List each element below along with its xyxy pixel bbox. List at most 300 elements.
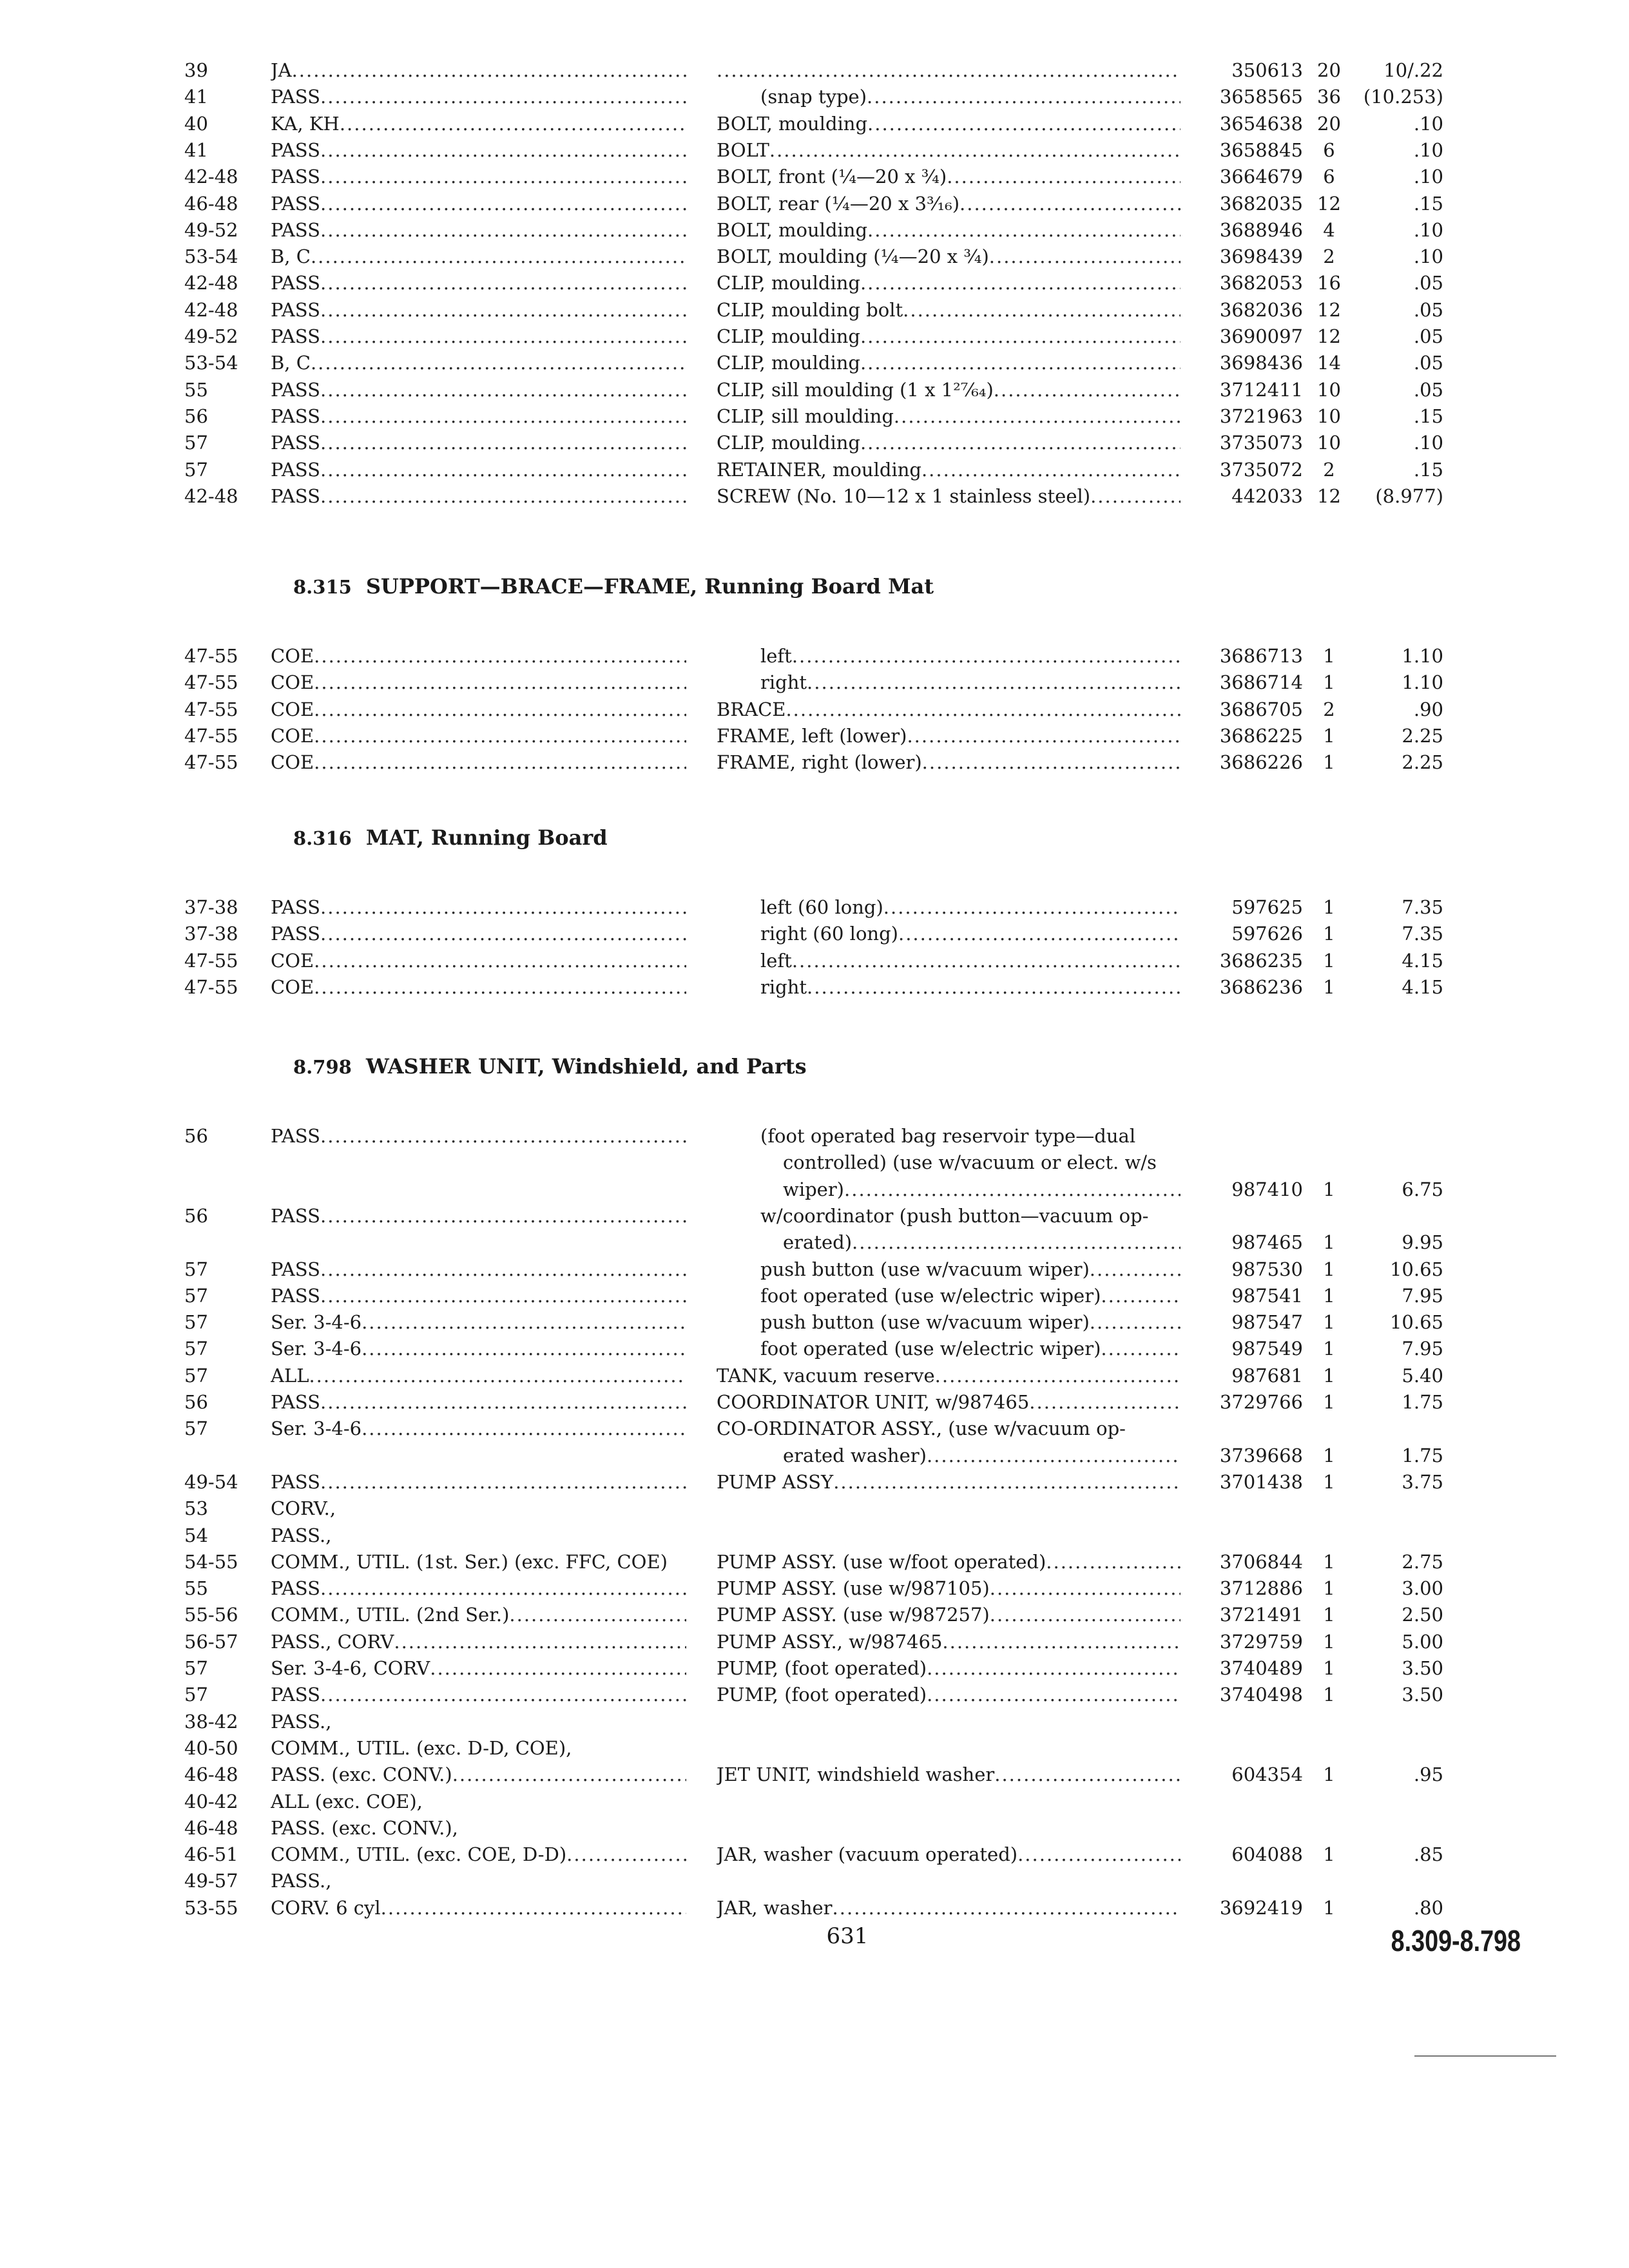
part-number: 987547 [1231,1311,1303,1334]
application-text: PASS [271,1125,321,1147]
quantity: 10 [1317,378,1341,401]
application-text: PASS [271,192,321,215]
model-years: 37-38 [184,923,238,945]
quantity: 1 [1323,1684,1335,1706]
application [271,1335,686,1362]
catalog-row [0,722,1629,749]
application-text: COE [271,645,314,667]
application-text: PASS [271,1258,321,1280]
application [271,1415,686,1442]
leader-dots [311,349,686,376]
leader-dots [1090,1309,1181,1336]
description-text: PUMP, (foot operated) [717,1657,927,1679]
application-text: PASS., [271,1524,332,1546]
quantity: 1 [1323,1843,1335,1866]
leader-dots [320,1389,686,1416]
part-number: 3686225 [1219,724,1303,747]
model-years: 42-48 [184,485,238,507]
catalog-row [0,110,1629,137]
quantity: 1 [1323,1470,1335,1493]
price: .10 [1413,218,1443,241]
price: 2.75 [1402,1550,1443,1573]
application-text: COMM., UTIL. (exc. D-D, COE), [271,1736,572,1759]
leader-dots [867,83,1181,110]
model-years: 49-52 [184,325,238,347]
part-number: 597625 [1231,896,1303,918]
application-text: PASS [271,1577,321,1600]
part-number: 3698436 [1219,352,1303,374]
part-number: 987530 [1231,1258,1303,1280]
description-text: CLIP, moulding [717,325,860,347]
quantity: 1 [1323,1896,1335,1919]
catalog-row [0,1442,1629,1469]
application [271,1495,686,1522]
leader-dots [927,1655,1181,1682]
application-text: COE [271,975,314,998]
application [271,642,686,669]
catalog-row [0,429,1629,456]
quantity: 1 [1323,1311,1335,1334]
part-number: 3682035 [1219,192,1303,215]
application-text: B, C [271,352,311,374]
part-description [717,483,1181,510]
model-years: 57 [184,1657,208,1679]
part-number: 3721491 [1219,1604,1303,1626]
description-text: PUMP ASSY [717,1470,834,1493]
catalog-row [0,1894,1629,1921]
leader-dots [320,429,686,456]
model-years: 56-57 [184,1630,238,1653]
description-text: PUMP ASSY. (use w/987257) [717,1604,990,1626]
quantity: 1 [1323,1338,1335,1360]
description-text: foot operated (use w/electric wiper) [760,1338,1101,1360]
catalog-row [0,1788,1629,1815]
price: (8.977) [1375,485,1443,507]
catalog-row [0,163,1629,190]
catalog-row [0,83,1629,110]
quantity: 20 [1317,112,1341,135]
application [271,323,686,350]
leader-dots [361,1415,686,1442]
quantity: 12 [1317,325,1341,347]
quantity: 1 [1323,1178,1335,1200]
catalog-row [0,190,1629,217]
description-text: BRACE [717,698,786,720]
model-years: 42-48 [184,272,238,294]
quantity: 1 [1323,896,1335,918]
quantity: 1 [1323,1258,1335,1280]
leader-dots [807,669,1181,696]
application-text: B, C [271,245,311,268]
leader-dots [959,190,1181,217]
application-text: COE [271,949,314,972]
model-years: 40-42 [184,1790,238,1812]
section-heading [293,1050,807,1082]
application-text: PASS [271,378,321,401]
price: 3.75 [1402,1470,1443,1493]
part-description [717,57,1181,84]
leader-dots [320,1282,686,1309]
application [271,403,686,430]
application-text: PASS., CORV [271,1630,394,1653]
model-years: 47-55 [184,751,238,774]
leader-dots [320,269,686,296]
leader-dots [942,1628,1181,1655]
part-description [783,1442,1181,1469]
leader-dots [903,296,1181,323]
description-text: SCREW (No. 10—12 x 1 stainless steel) [717,485,1091,507]
leader-dots [340,110,686,137]
model-years: 49-54 [184,1470,238,1493]
leader-dots [292,57,686,84]
price: 1.10 [1402,645,1443,667]
leader-dots [314,722,686,749]
model-years: 49-52 [184,218,238,241]
part-number: 3740498 [1219,1684,1303,1706]
part-number: 3654638 [1219,112,1303,135]
price: 7.35 [1402,896,1443,918]
part-description [717,243,1181,270]
quantity: 20 [1317,59,1341,81]
leader-dots [320,190,686,217]
quantity: 1 [1323,1577,1335,1600]
application [271,83,686,110]
part-number: 597626 [1231,923,1303,945]
leader-dots [894,403,1181,430]
quantity: 1 [1323,1657,1335,1679]
leader-dots [320,1122,686,1149]
application-text: PASS [271,485,321,507]
model-years: 57 [184,1418,208,1440]
leader-dots [1101,1282,1181,1309]
part-number: 3682036 [1219,298,1303,321]
model-years: 37-38 [184,896,238,918]
catalog-row [0,974,1629,1001]
part-number: 3739668 [1219,1444,1303,1466]
description-text: BOLT, moulding (¼—20 x ¾) [717,245,989,268]
model-years: 57 [184,1338,208,1360]
price: 2.25 [1402,751,1443,774]
part-description [717,1362,1181,1389]
catalog-row [0,1468,1629,1495]
part-number: 442033 [1231,485,1303,507]
leader-dots [844,1176,1181,1203]
application [271,894,686,921]
model-years: 55-56 [184,1604,238,1626]
description-text: CLIP, moulding [717,352,860,374]
description-text: CLIP, moulding [717,272,860,294]
part-number: 3706844 [1219,1550,1303,1573]
catalog-row [0,1389,1629,1416]
description-text: w/coordinator (push button—vacuum op- [760,1204,1149,1227]
leader-dots [935,1362,1181,1389]
part-number: 3698439 [1219,245,1303,268]
quantity: 14 [1317,352,1341,374]
description-text: controlled) (use w/vacuum or elect. w/s [783,1151,1157,1174]
model-years: 57 [184,1284,208,1307]
part-number: 3658845 [1219,139,1303,161]
description-text: wiper) [783,1178,845,1200]
quantity: 16 [1317,272,1341,294]
description-text: BOLT [717,139,769,161]
leader-dots [320,216,686,244]
leader-dots [314,749,686,776]
price: .15 [1413,192,1443,215]
leader-dots [314,642,686,669]
description-text: PUMP ASSY., w/987465 [717,1630,943,1653]
model-years: 46-48 [184,1816,238,1839]
application [271,974,686,1001]
leader-dots [452,1761,686,1788]
part-description [783,1229,1181,1256]
leader-dots [320,1468,686,1495]
catalog-row [0,1575,1629,1602]
part-description [717,696,1181,723]
model-years: 47-55 [184,698,238,720]
part-description [717,1628,1181,1655]
application [271,1841,686,1868]
model-years: 53-54 [184,352,238,374]
leader-dots [320,323,686,350]
part-description [717,429,1181,456]
application-text: COE [271,698,314,720]
quantity: 4 [1323,218,1335,241]
part-number: 987410 [1231,1178,1303,1200]
application [271,696,686,723]
description-text: BOLT, moulding [717,218,868,241]
part-description [760,1122,1181,1149]
application [271,110,686,137]
application-text: COE [271,671,314,694]
quantity: 12 [1317,192,1341,215]
catalog-row [0,1309,1629,1336]
part-description [760,1202,1181,1229]
quantity: 1 [1323,645,1335,667]
model-years: 47-55 [184,724,238,747]
description-text: push button (use w/vacuum wiper) [760,1311,1090,1334]
part-number: 3735073 [1219,432,1303,454]
leader-dots [320,137,686,164]
catalog-row [0,456,1629,483]
part-number: 604088 [1231,1843,1303,1866]
application [271,1628,686,1655]
application [271,296,686,323]
application-text: PASS [271,458,321,481]
model-years: 49-57 [184,1870,238,1892]
part-description [760,1256,1181,1283]
application [271,1814,686,1841]
catalog-row [0,1761,1629,1788]
catalog-row [0,947,1629,974]
leader-dots [927,1442,1181,1469]
description-text: TANK, vacuum reserve [717,1364,935,1387]
part-description [783,1149,1181,1176]
quantity: 1 [1323,1364,1335,1387]
model-years: 47-55 [184,975,238,998]
model-years: 57 [184,1684,208,1706]
leader-dots [860,323,1181,350]
part-number: 350613 [1231,59,1303,81]
model-years: 57 [184,432,208,454]
price: 3.50 [1402,1657,1443,1679]
application [271,483,686,510]
application-text: PASS [271,1684,321,1706]
catalog-row [0,1256,1629,1283]
leader-dots [898,920,1181,947]
leader-dots [320,83,686,110]
catalog-row [0,696,1629,723]
part-description [717,1415,1181,1442]
part-description [717,190,1181,217]
model-years: 55 [184,1577,208,1600]
application-text: COMM., UTIL. (1st. Ser.) (exc. FFC, COE) [271,1550,668,1573]
application-text: PASS [271,272,321,294]
application [271,216,686,244]
description-text: BOLT, moulding [717,112,868,135]
leader-dots [320,456,686,483]
leader-dots [314,974,686,1001]
price: 9.95 [1402,1231,1443,1254]
price: 1.75 [1402,1444,1443,1466]
catalog-row [0,1362,1629,1389]
leader-dots [320,296,686,323]
part-description [717,1894,1181,1921]
leader-dots [320,163,686,190]
leader-dots [807,974,1181,1001]
price: 1.75 [1402,1391,1443,1413]
catalog-row [0,216,1629,244]
part-description [760,894,1181,921]
model-years: 38-42 [184,1710,238,1733]
price: 10/.22 [1383,59,1443,81]
part-description [717,163,1181,190]
application [271,456,686,483]
leader-dots [792,947,1181,974]
model-years: 53-55 [184,1896,238,1919]
quantity: 1 [1323,671,1335,694]
part-number: 3690097 [1219,325,1303,347]
quantity: 1 [1323,949,1335,972]
catalog-row [0,1867,1629,1894]
description-text: FRAME, left (lower) [717,724,907,747]
model-years: 57 [184,1311,208,1334]
model-years: 42-48 [184,298,238,321]
part-description [760,1335,1181,1362]
price: 2.50 [1402,1604,1443,1626]
application [271,920,686,947]
application [271,947,686,974]
description-text: foot operated (use w/electric wiper) [760,1284,1101,1307]
part-number: 3740489 [1219,1657,1303,1679]
description-text: PUMP, (foot operated) [717,1684,927,1706]
application-text: PASS [271,1204,321,1227]
part-description [760,1282,1181,1309]
application-text: PASS [271,1391,321,1413]
catalog-row [0,269,1629,296]
model-years: 54-55 [184,1550,238,1573]
quantity: 10 [1317,405,1341,427]
catalog-row [0,1548,1629,1575]
description-text: left [760,645,792,667]
leader-dots [922,749,1181,776]
quantity: 1 [1323,1391,1335,1413]
leader-dots [860,269,1181,296]
part-number: 3692419 [1219,1896,1303,1919]
model-years: 46-48 [184,192,238,215]
page-number: 631 [826,1923,869,1949]
price: 7.95 [1402,1284,1443,1307]
model-years: 47-55 [184,645,238,667]
quantity: 1 [1323,923,1335,945]
part-number: 987549 [1231,1338,1303,1360]
part-number: 3721963 [1219,405,1303,427]
part-number: 3686705 [1219,698,1303,720]
description-text: (snap type) [760,86,867,108]
price: .05 [1413,272,1443,294]
leader-dots [921,456,1181,483]
price: 4.15 [1402,949,1443,972]
application-text: CORV., [271,1497,336,1520]
part-description [717,349,1181,376]
leader-dots [860,429,1181,456]
application [271,137,686,164]
catalog-row [0,1202,1629,1229]
part-number: 3729759 [1219,1630,1303,1653]
description-text: CO-ORDINATOR ASSY., (use w/vacuum op- [717,1418,1126,1440]
part-description [717,323,1181,350]
section-heading [293,570,934,602]
price: .10 [1413,245,1443,268]
price: 10.65 [1389,1258,1443,1280]
model-years: 53 [184,1497,208,1520]
description-text: right [760,975,807,998]
catalog-row [0,1495,1629,1522]
price: 1.10 [1402,671,1443,694]
part-description [717,403,1181,430]
application [271,1522,686,1549]
part-description [717,216,1181,244]
catalog-row [0,920,1629,947]
model-years: 56 [184,1125,208,1147]
application [271,1894,686,1921]
application [271,669,686,696]
leader-dots [990,1575,1181,1602]
quantity: 2 [1323,698,1335,720]
application [271,1256,686,1283]
part-number: 3701438 [1219,1470,1303,1493]
application [271,163,686,190]
catalog-row [0,1814,1629,1841]
description-text: RETAINER, moulding [717,458,921,481]
quantity: 10 [1317,432,1341,454]
catalog-row [0,1176,1629,1203]
price: .05 [1413,298,1443,321]
price: .10 [1413,166,1443,188]
quantity: 6 [1323,166,1335,188]
part-description [717,1468,1181,1495]
part-description [717,1548,1181,1575]
application [271,1761,686,1788]
leader-dots [717,57,1181,84]
application-text: PASS [271,139,321,161]
price: 5.40 [1402,1364,1443,1387]
application-text: CORV. 6 cyl [271,1896,381,1919]
quantity: 1 [1323,1284,1335,1307]
application [271,1867,686,1894]
application [271,1309,686,1336]
application-text: PASS. (exc. CONV.) [271,1763,452,1786]
part-number: 3712886 [1219,1577,1303,1600]
